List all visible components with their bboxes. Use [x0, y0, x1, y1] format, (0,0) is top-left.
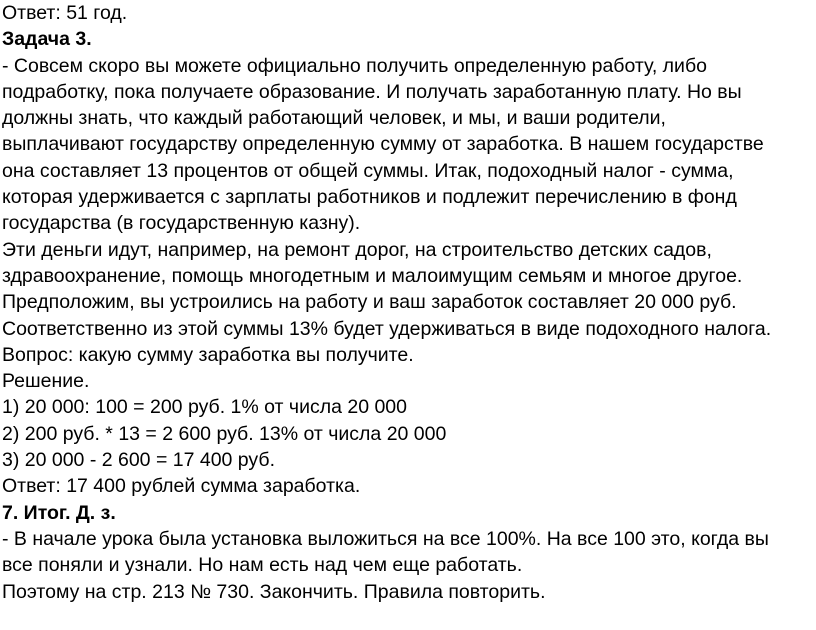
solution-step: 2) 200 руб. * 13 = 2 600 руб. 13% от числа 20 000 [2, 422, 447, 445]
paragraph-line: все поняли и узнали. Но нам есть над чем еще работать. [2, 554, 523, 577]
answer-line: Ответ: 17 400 рублей сумма заработка. [2, 475, 361, 498]
paragraph-line: государства (в государственную казну). [2, 212, 361, 235]
paragraph-line: - Совсем скоро вы можете официально получить определенную работу, либо [2, 54, 707, 77]
paragraph-line: которая удерживается с зарплаты работников и подлежит перечислению в фонд [2, 186, 737, 209]
previous-answer: Ответ: 51 год. [2, 2, 128, 24]
paragraph-line: Соответственно из этой суммы 13% будет удерживаться в виде подоходного налога. [2, 317, 772, 340]
summary-heading: 7. Итог. Д. з. [2, 501, 116, 524]
paragraph-line: Предположим, вы устроились на работу и ваш заработок составляет 20 000 руб. [2, 291, 737, 314]
paragraph-line: подработку, пока получаете образование. И получать заработанную плату. Но вы [2, 80, 742, 103]
homework-line: Поэтому на стр. 213 № 730. Закончить. Правила повторить. [2, 580, 546, 603]
paragraph-line: должны знать, что каждый работающий человек, и мы, и ваши родители, [2, 107, 666, 130]
document-body [2, 0, 814, 605]
question-line: Вопрос: какую сумму заработка вы получите. [2, 343, 414, 366]
paragraph-line: выплачивают государству определенную сумму от заработка. В нашем государстве [2, 133, 764, 156]
paragraph-line: здравоохранение, помощь многодетным и малоимущим семьям и многое другое. [2, 264, 743, 287]
solution-heading: Решение. [2, 370, 90, 393]
paragraph-line: - В начале урока была установка выложиться на все 100%. На все 100 это, когда вы [2, 527, 769, 550]
solution-step: 3) 20 000 - 2 600 = 17 400 руб. [2, 449, 275, 472]
paragraph-line: Эти деньги идут, например, на ремонт дорог, на строительство детских садов, [2, 238, 712, 261]
solution-step: 1) 20 000: 100 = 200 руб. 1% от числа 20 000 [2, 396, 407, 419]
paragraph-line: она составляет 13 процентов от общей суммы. Итак, подоходный налог - сумма, [2, 159, 734, 182]
task-heading: Задача 3. [2, 28, 92, 51]
